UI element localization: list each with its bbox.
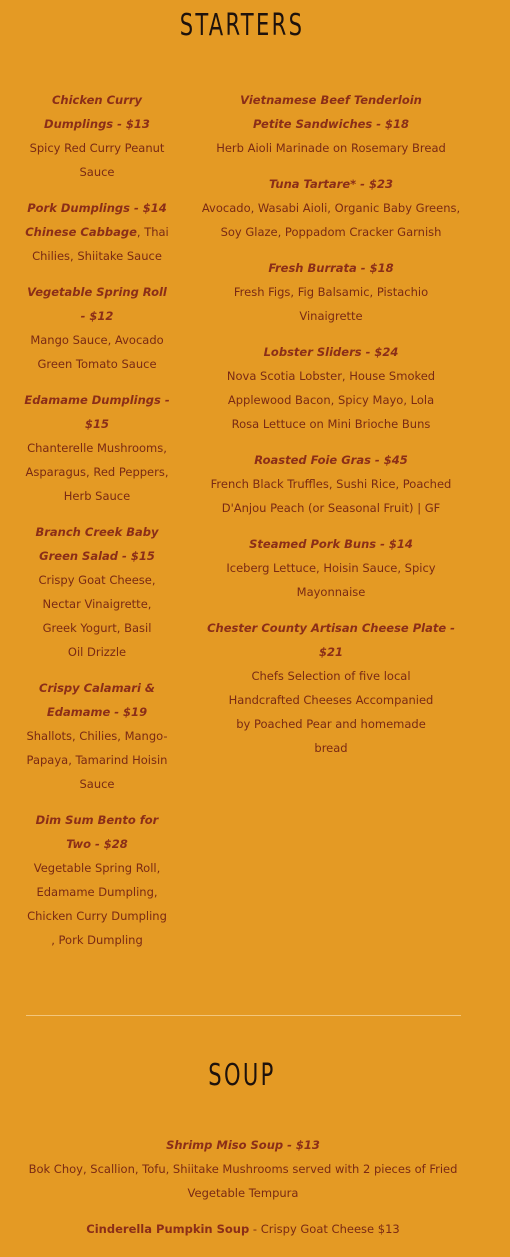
item-name: Branch Creek Baby Green Salad - $15 — [35, 525, 159, 563]
item-name: Tuna Tartare* - $23 — [269, 177, 393, 191]
item-name: Dim Sum Bento for Two - $28 — [35, 813, 159, 851]
item-description: Mango Sauce, Avocado Green Tomato Sauce — [30, 333, 164, 371]
menu-item — [200, 256, 462, 328]
menu-item — [24, 676, 170, 796]
soup-title: SOUP — [208, 1058, 276, 1093]
item-name: Vegetable Spring Roll - $12 — [27, 285, 167, 323]
menu-item — [200, 88, 462, 160]
menu-item — [200, 340, 462, 436]
item-name: Shrimp Miso Soup - $13 — [166, 1138, 320, 1152]
menu-item — [24, 1133, 462, 1205]
menu-item — [24, 88, 170, 184]
item-name: Roasted Foie Gras - $45 — [254, 453, 408, 467]
item-description: Chinese Cabbage, Thai Chilies, Shiitake Sauce — [25, 225, 169, 263]
menu-item — [24, 388, 170, 508]
item-description: French Black Truffles, Sushi Rice, Poached D'Anjou Peach (or Seasonal Fruit) | GF — [210, 477, 452, 515]
item-name: Chester County Artisan Cheese Plate - $21 — [207, 621, 455, 659]
item-description: Fresh Figs, Fig Balsamic, Pistachio Vinaigrette — [233, 285, 429, 323]
item-name: Lobster Sliders - $24 — [263, 345, 399, 359]
item-name: Cinderella Pumpkin Soup — [86, 1222, 250, 1236]
soup-list — [24, 1133, 462, 1241]
item-description: Nova Scotia Lobster, House Smoked Applewood Bacon, Spicy Mayo, Lola Rosa Lettuce on Mini Brioche Buns — [226, 369, 436, 431]
menu-item — [24, 808, 170, 952]
item-description: Iceberg Lettuce, Hoisin Sauce, Spicy Mayonnaise — [226, 561, 436, 599]
item-description: Spicy Red Curry Peanut Sauce — [29, 141, 165, 179]
starters-title: STARTERS — [179, 8, 305, 43]
item-name: Vietnamese Beef Tenderloin Petite Sandwiches - $18 — [240, 93, 422, 131]
starters-left-column — [24, 88, 170, 964]
menu-item — [200, 616, 462, 760]
item-description: Bok Choy, Scallion, Tofu, Shiitake Mushrooms served with 2 pieces of Fried Vegetable Tempura — [28, 1162, 458, 1200]
menu-item — [24, 280, 170, 376]
item-description: Shallots, Chilies, Mango-Papaya, Tamarind Hoisin Sauce — [26, 729, 168, 791]
menu-item — [24, 520, 170, 664]
item-name: Fresh Burrata - $18 — [268, 261, 394, 275]
menu-item — [200, 532, 462, 604]
menu-item — [24, 196, 170, 268]
item-name: Edamame Dumplings - $15 — [24, 393, 170, 431]
menu-item — [24, 1217, 462, 1241]
item-description: Crispy Goat Cheese, Nectar Vinaigrette, Greek Yogurt, Basil Oil Drizzle — [38, 573, 156, 659]
menu-item — [200, 448, 462, 520]
item-description: Herb Aioli Marinade on Rosemary Bread — [216, 141, 446, 155]
item-description: - Crispy Goat Cheese $13 — [249, 1222, 400, 1236]
item-name: Chicken Curry Dumplings - $13 — [44, 93, 150, 131]
menu-item — [200, 172, 462, 244]
item-description: Chanterelle Mushrooms, Asparagus, Red Peppers, Herb Sauce — [25, 441, 169, 503]
item-name-extra: Chinese Cabbage — [25, 225, 137, 239]
starters-right-column — [200, 88, 462, 772]
item-name: Crispy Calamari & Edamame - $19 — [39, 681, 155, 719]
item-name: Steamed Pork Buns - $14 — [249, 537, 413, 551]
item-name: Pork Dumplings - $14 — [27, 201, 167, 215]
item-description: Avocado, Wasabi Aioli, Organic Baby Greens, Soy Glaze, Poppadom Cracker Garnish — [201, 201, 461, 239]
item-description: Chefs Selection of five local Handcrafted Cheeses Accompanied by Poached Pear and homemade bread — [228, 669, 434, 755]
item-description: Vegetable Spring Roll, Edamame Dumpling, Chicken Curry Dumpling , Pork Dumpling — [27, 861, 167, 947]
section-divider — [26, 1015, 461, 1016]
